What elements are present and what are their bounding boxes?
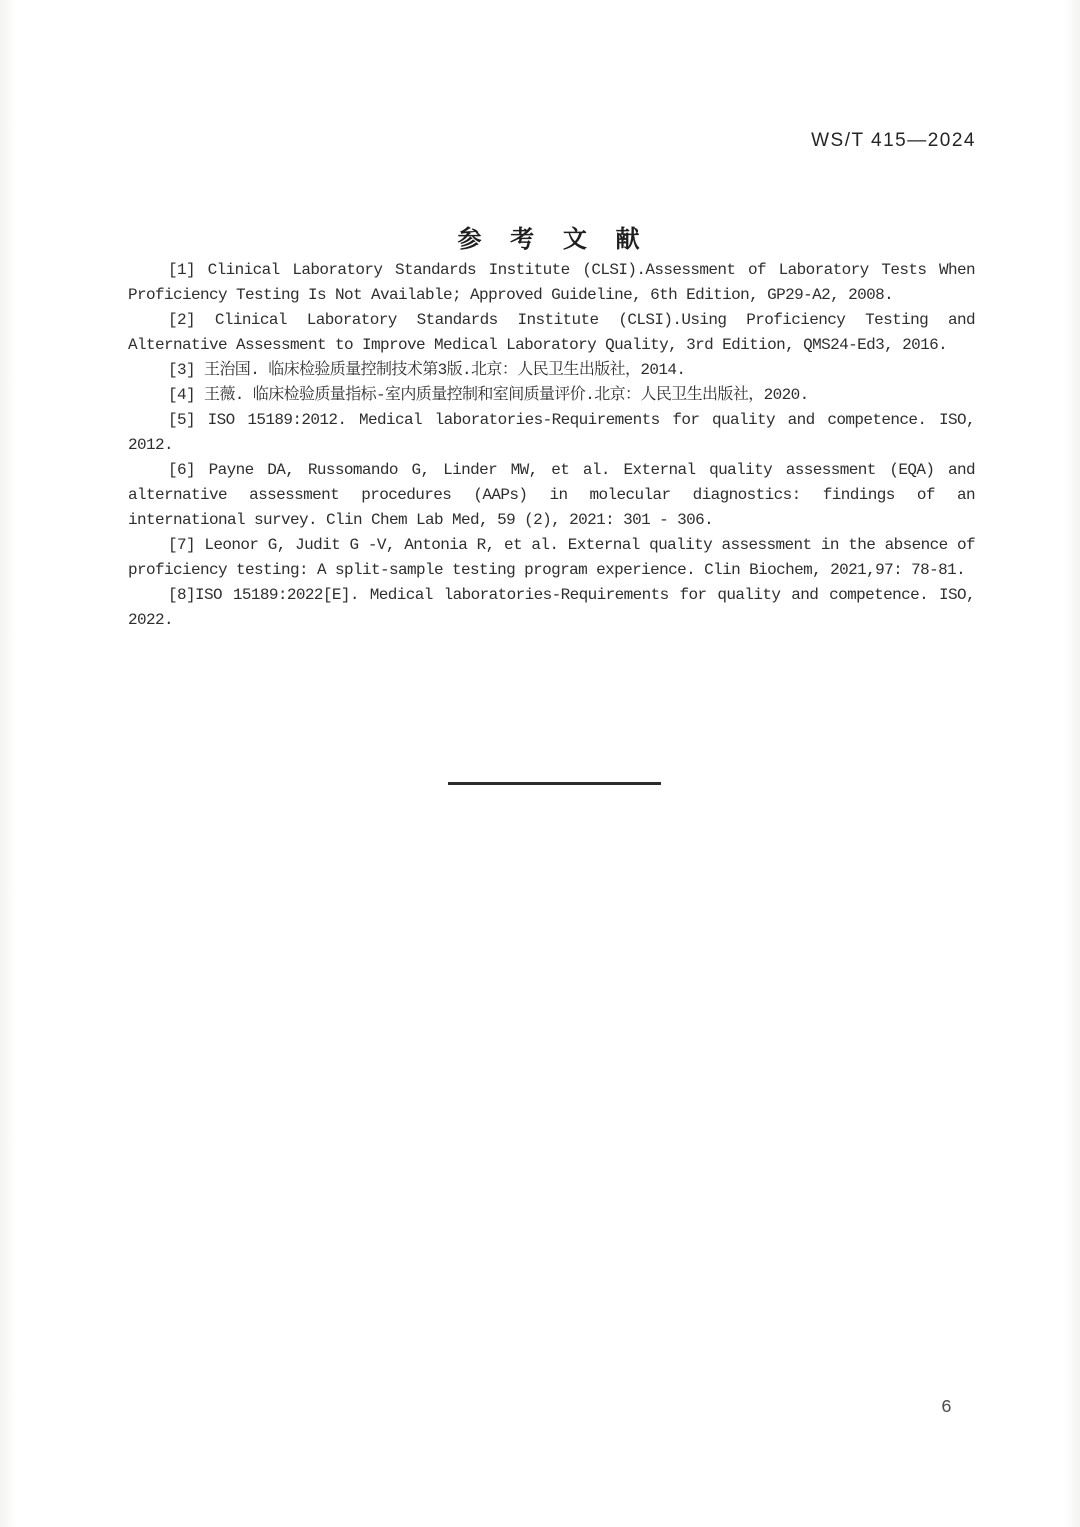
- reference-item-4: [4] 王薇. 临床检验质量指标-室内质量控制和室间质量评价.北京：人民卫生出版社，2020.: [168, 386, 809, 404]
- references-section-title: 参 考 文 献: [457, 226, 646, 253]
- page-number: 6: [941, 1398, 952, 1418]
- end-of-document-rule: [448, 782, 661, 785]
- standard-number-header: WS/T 415—2024: [811, 130, 976, 151]
- reference-item-6: [6] Payne DA, Russomando G, Linder MW, et al. External quality assessment (EQA) and alternative assessment procedures (AAPs) in molecular diagnostics: findings of an international survey. Clin Chem Lab Med, 59 (2), 2021: 301 - 306.: [128, 461, 975, 529]
- references-list: [128, 258, 975, 633]
- reference-item-8: [8]ISO 15189:2022[E]. Medical laboratories-Requirements for quality and competence. ISO, 2022.: [128, 586, 975, 629]
- reference-item-5: [5] ISO 15189:2012. Medical laboratories-Requirements for quality and competence. ISO, 2012.: [128, 411, 975, 454]
- reference-item-7: [7] Leonor G, Judit G -V, Antonia R, et al. External quality assessment in the absence of proficiency testing: A split-sample testing program experience. Clin Biochem, 2021,97: 78-81.: [128, 536, 975, 579]
- reference-item-3: [3] 王治国. 临床检验质量控制技术第3版.北京：人民卫生出版社，2014.: [168, 361, 686, 379]
- reference-item-2: [2] Clinical Laboratory Standards Institute (CLSI).Using Proficiency Testing and Alternative Assessment to Improve Medical Laboratory Quality, 3rd Edition, QMS24-Ed3, 2016.: [128, 311, 975, 354]
- reference-item-1: [1] Clinical Laboratory Standards Institute (CLSI).Assessment of Laboratory Tests When Proficiency Testing Is Not Available; Approved Guideline, 6th Edition, GP29-A2, 2008.: [128, 261, 975, 304]
